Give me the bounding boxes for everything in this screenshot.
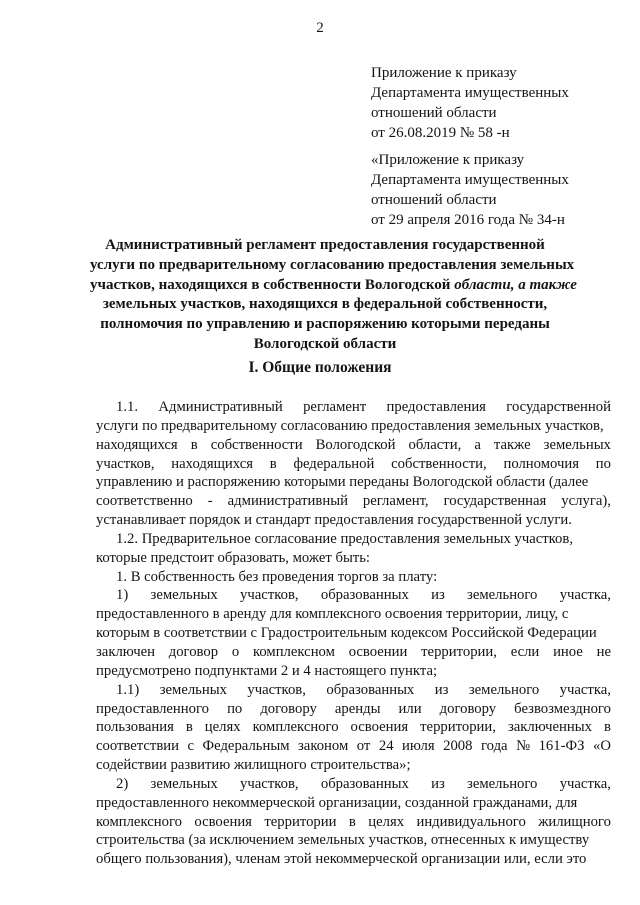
- appendix-line: Департамента имущественных: [371, 172, 569, 188]
- body-word: индивидуального: [416, 813, 526, 830]
- body-word: заключен: [96, 643, 155, 660]
- body-word: комплексного: [96, 813, 182, 830]
- body-word: государственной: [506, 399, 611, 415]
- body-word: полномочия: [503, 455, 579, 472]
- body-word: пользования: [96, 719, 174, 736]
- body-line: [96, 794, 611, 813]
- appendix-line: Приложение к приказу: [371, 65, 517, 81]
- body-word: 1. В собственность без проведения торгов за плату:: [116, 568, 438, 585]
- body-word: аренды: [334, 700, 381, 717]
- body-word: предусмотрено подпунктами 2 и 4 настоящего пункта;: [96, 662, 438, 679]
- title-line: [90, 276, 577, 296]
- body-word: договору: [260, 700, 317, 717]
- body-word: государственная: [443, 493, 547, 510]
- body-text: [96, 398, 611, 869]
- body-word: находящихся: [171, 455, 253, 472]
- body-word: общего пользования), членам этой некоммерческой организации или, если это: [96, 851, 587, 868]
- body-word: комплексном: [252, 643, 335, 660]
- body-word: освоении: [348, 643, 408, 660]
- body-word: освоения: [194, 813, 252, 830]
- body-word: соответственно: [96, 493, 193, 510]
- body-word: иное: [553, 643, 583, 660]
- body-word: законом: [298, 738, 349, 755]
- appendix-reference-original: [371, 150, 621, 230]
- title-line: услуги по предварительному согласованию предоставления земельных: [90, 256, 575, 273]
- body-word: участков,: [240, 775, 299, 792]
- body-line: [96, 831, 611, 850]
- body-word: образованных: [320, 775, 409, 792]
- body-word: области,: [408, 436, 462, 453]
- body-word: предоставления: [386, 399, 486, 415]
- body-word: соответствии: [96, 738, 179, 755]
- section-heading: I. Общие положения: [248, 359, 392, 376]
- body-word: предоставленного: [96, 700, 210, 717]
- body-word: федеральной: [293, 455, 375, 472]
- appendix-reference-current: [371, 63, 621, 143]
- appendix-line: отношений области: [371, 105, 497, 121]
- body-line: [96, 643, 611, 662]
- title-line: Административный регламент предоставления государственной: [105, 237, 545, 253]
- appendix-line: «Приложение к приказу: [371, 152, 525, 168]
- body-word: участка,: [559, 587, 611, 604]
- body-word: а: [474, 436, 481, 453]
- body-word: из: [431, 587, 445, 604]
- body-word: регламент,: [362, 493, 429, 510]
- body-word: договору: [439, 700, 497, 717]
- body-line: [96, 511, 611, 530]
- body-word: Административный: [158, 399, 283, 415]
- body-line: [96, 568, 611, 587]
- body-word: жилищного: [538, 813, 611, 830]
- body-word: с: [187, 738, 195, 755]
- body-word: земельных: [543, 436, 611, 453]
- body-line: [96, 530, 611, 549]
- body-word: 161-ФЗ: [538, 738, 585, 755]
- body-line: [96, 417, 611, 436]
- body-word: собственности: [210, 436, 303, 453]
- title-line: полномочия по управлению и распоряжению которыми переданы: [100, 316, 550, 333]
- body-word: участков,: [247, 681, 306, 698]
- body-word: -: [207, 493, 213, 510]
- body-word: в: [269, 455, 277, 472]
- body-line: [96, 436, 611, 455]
- body-word: 2): [116, 775, 129, 792]
- body-word: из: [434, 681, 449, 698]
- body-word: административный: [227, 493, 348, 510]
- body-line: [96, 398, 611, 417]
- body-word: по: [227, 700, 243, 717]
- title-line-text: участков, находящихся в собственности Вологодской: [90, 276, 455, 293]
- body-word: участка,: [559, 775, 611, 792]
- appendix-line: отношений области: [371, 192, 497, 208]
- body-word: договор: [168, 643, 219, 660]
- body-word: о: [231, 643, 240, 660]
- title-line: земельных участков, находящихся в федеральной собственности,: [102, 296, 548, 313]
- body-word: или: [398, 700, 422, 717]
- body-word: 1.2. Предварительное согласование предоставления земельных участков,: [116, 530, 573, 547]
- body-word: предоставленного некоммерческой организации, созданной гражданами, для: [96, 794, 578, 811]
- document-title: [90, 236, 577, 355]
- body-line: [96, 756, 611, 775]
- body-line: [96, 775, 611, 794]
- body-word: 2008: [443, 738, 473, 755]
- body-word: услуга),: [561, 493, 611, 510]
- body-word: Вологодской: [315, 436, 396, 453]
- body-line: [96, 605, 611, 624]
- body-word: по: [595, 455, 611, 472]
- body-word: если: [510, 643, 540, 660]
- body-line: [96, 455, 611, 474]
- body-word: целях: [368, 813, 405, 830]
- body-word: целях: [204, 719, 241, 736]
- appendix-line: от 29 апреля 2016 года № 34-н: [371, 212, 565, 228]
- body-line: [96, 813, 611, 832]
- appendix-line: от 26.08.2019 № 58 -н: [371, 125, 510, 141]
- body-word: собственности,: [391, 455, 487, 472]
- body-word: которые предстоит образовать, может быть:: [96, 549, 371, 566]
- body-word: безвозмездного: [514, 700, 611, 717]
- body-line: [96, 681, 611, 700]
- body-word: участка,: [559, 681, 611, 698]
- body-word: территории: [264, 813, 337, 830]
- body-word: не: [596, 643, 611, 660]
- title-italic-insert: области, а также: [454, 276, 577, 293]
- body-word: в: [603, 719, 611, 736]
- body-word: 24: [378, 738, 394, 755]
- body-word: территории,: [420, 719, 496, 736]
- body-word: №: [516, 738, 531, 755]
- body-word: года: [480, 738, 508, 755]
- body-word: земельных: [150, 775, 218, 792]
- body-word: устанавливает порядок и стандарт предоставления государственной услуги.: [96, 512, 572, 529]
- body-word: 1.1): [116, 681, 140, 698]
- body-word: в: [348, 813, 356, 830]
- body-line: [96, 737, 611, 756]
- body-word: из: [431, 775, 445, 792]
- body-line: [96, 662, 611, 681]
- body-word: Федеральным: [202, 738, 290, 755]
- body-line: [96, 473, 611, 492]
- body-line: [96, 850, 611, 869]
- title-line: Вологодской области: [253, 335, 397, 352]
- body-word: заключенных: [507, 719, 592, 736]
- body-line: [96, 718, 611, 737]
- body-word: территории,: [421, 643, 497, 660]
- body-word: земельных: [150, 587, 218, 604]
- body-word: строительства (за исключением земельных участков, отнесенных к имуществу: [96, 832, 590, 849]
- body-word: в: [190, 436, 198, 453]
- body-word: образованных: [320, 587, 409, 604]
- body-word: содействии развитию жилищного строительства»;: [96, 757, 411, 774]
- body-word: регламент: [303, 399, 367, 415]
- body-word: земельного: [467, 775, 538, 792]
- body-word: освоения: [350, 719, 409, 736]
- body-word: земельного: [467, 587, 538, 604]
- body-word: участков,: [96, 455, 155, 472]
- body-word: «О: [592, 738, 611, 755]
- body-line: [96, 586, 611, 605]
- body-word: участков,: [240, 587, 299, 604]
- body-word: от: [356, 738, 371, 755]
- page-number: 2: [316, 20, 324, 36]
- body-word: комплексного: [252, 719, 339, 736]
- body-word: управлению и распоряжению которыми переданы Вологодской области (далее: [96, 474, 589, 491]
- body-word: 1): [116, 587, 129, 604]
- appendix-line: Департамента имущественных: [371, 85, 569, 101]
- body-word: земельных: [159, 681, 227, 698]
- body-word: июля: [402, 738, 435, 755]
- body-line: [96, 492, 611, 511]
- body-line: [96, 700, 611, 719]
- body-word: земельного: [468, 681, 540, 698]
- body-line: [96, 549, 611, 568]
- body-word: также: [493, 436, 531, 453]
- body-word: находящихся: [96, 436, 178, 453]
- body-word: 1.1.: [116, 399, 139, 415]
- body-line: [96, 624, 611, 643]
- body-word: образованных: [326, 681, 415, 698]
- body-word: предоставленного в аренду для комплексного освоения территории, лицу, с: [96, 606, 569, 623]
- body-word: в: [185, 719, 193, 736]
- body-word: услуги по предварительному согласованию предоставления земельных участков,: [96, 417, 604, 434]
- body-word: которым в соответствии с Градостроительным кодексом Российской Федерации: [96, 625, 597, 642]
